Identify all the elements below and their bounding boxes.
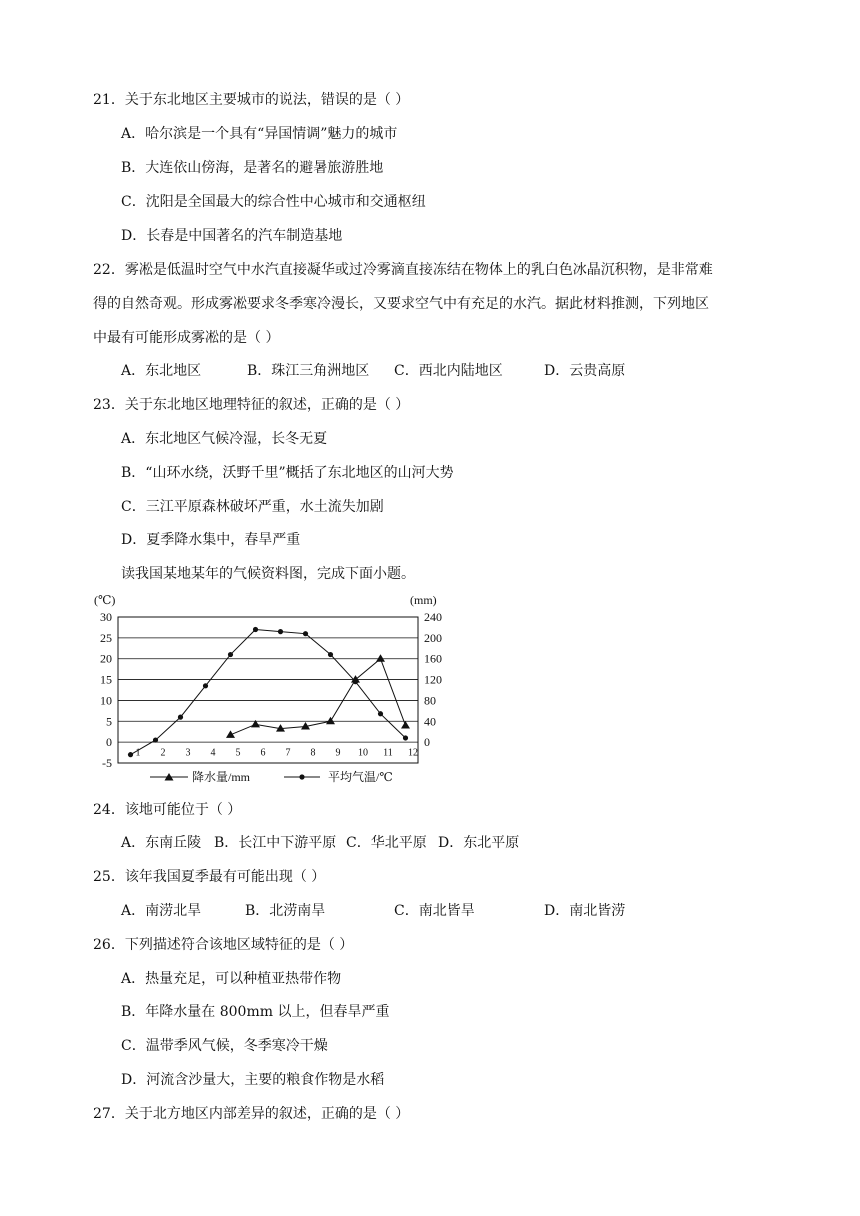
q26-stem: 26．下列描述符合该地区域特征的是（ ） [93,937,354,953]
left-tick-label: 25 [100,630,112,645]
precipitation-point [326,717,335,725]
left-tick-label: 5 [106,714,112,729]
x-tick-label: 8 [310,747,316,759]
temperature-point [278,629,283,634]
temperature-point [403,735,408,740]
x-tick-label: 2 [160,747,166,759]
temperature-point [328,652,333,657]
q22-stem-line3: 中最有可能形成雾凇的是（ ） [93,330,280,346]
temperature-line [131,630,406,755]
temperature-point [128,752,133,757]
q27-stem: 27．关于北方地区内部差异的叙述，正确的是（ ） [93,1106,410,1122]
temperature-point [253,627,258,632]
q26-option-d: D．河流含沙量大，主要的粮食作物是水稻 [121,1072,385,1088]
right-tick-label: 160 [424,651,442,666]
q22-stem-line1: 22．雾凇是低温时空气中水汽直接凝华或过冷雾滴直接冻结在物体上的乳白色冰晶沉积物，是非常难 [93,262,713,278]
q21-option-c: C．沈阳是全国最大的综合性中心城市和交通枢纽 [121,194,426,210]
x-tick-label: 11 [383,747,393,759]
q21-option-b: B．大连依山傍海，是著名的避暑旅游胜地 [121,160,384,176]
x-tick-label: 7 [285,747,291,759]
q21-option-a: A．哈尔滨是一个具有“异国情调”魅力的城市 [121,126,398,142]
q24-option-a: A．东南丘陵 [121,835,202,851]
q23-stem: 23．关于东北地区地理特征的叙述，正确的是（ ） [93,397,410,413]
precipitation-point [401,721,410,729]
x-tick-label: 1 [135,747,141,759]
q26-option-a: A．热量充足，可以种植亚热带作物 [121,971,342,987]
right-tick-label: 120 [424,672,442,687]
x-tick-label: 5 [235,747,241,759]
left-tick-label: 20 [100,651,112,666]
left-tick-label: 10 [100,693,112,708]
temperature-point [378,711,383,716]
x-tick-label: 4 [210,747,216,759]
q25-option-a: A．南涝北旱 [121,903,202,919]
q26-option-c: C．温带季风气候，冬季寒冷干燥 [121,1038,328,1054]
q22-option-d: D．云贵高原 [544,363,626,379]
precipitation-point [376,654,385,662]
temperature-point [303,631,308,636]
q25-option-b: B．北涝南旱 [245,903,326,919]
q23-option-c: C．三江平原森林破坏严重，水土流失加剧 [121,499,384,515]
right-unit-label: (mm) [410,593,437,607]
q24-option-d: D．东北平原 [438,835,520,851]
right-tick-label: 80 [424,693,436,708]
x-tick-label: 9 [335,747,341,759]
q24-option-c: C．华北平原 [346,835,427,851]
q22-option-a: A．东北地区 [121,363,202,379]
x-tick-label: 10 [358,747,368,759]
x-tick-label: 12 [408,747,418,759]
q24-stem: 24．该地可能位于（ ） [93,802,242,818]
legend-precipitation-label: 降水量/mm [192,770,251,784]
legend-circle-marker [299,774,304,779]
q23-option-a: A．东北地区气候冷湿，长冬无夏 [121,431,328,447]
left-unit-label: (℃) [94,593,116,607]
q24-option-b: B．长江中下游平原 [214,835,337,851]
q22-option-b: B．珠江三角洲地区 [247,363,370,379]
q23-option-b: B．“山环水绕，沃野千里”概括了东北地区的山河大势 [121,465,454,481]
q21-option-d: D．长春是中国著名的汽车制造基地 [121,228,343,244]
right-tick-label: 40 [424,714,436,729]
left-tick-label: 30 [100,610,112,624]
climate-chart [88,590,450,790]
left-tick-label: 0 [106,735,112,750]
x-tick-label: 3 [185,747,191,759]
right-tick-label: 240 [424,610,442,624]
q25-option-c: C．南北皆旱 [394,903,475,919]
q26-option-b: B．年降水量在 800mm 以上，但春旱严重 [121,1004,390,1020]
q21-stem: 21．关于东北地区主要城市的说法，错误的是（ ） [93,92,410,108]
q25-option-d: D．南北皆涝 [544,903,626,919]
temperature-point [178,715,183,720]
right-tick-label: 0 [424,735,430,750]
q25-stem: 25．该年我国夏季最有可能出现（ ） [93,869,326,885]
plot-frame [118,617,418,763]
x-tick-label: 6 [260,747,266,759]
right-tick-label: 200 [424,630,442,645]
temperature-point [203,683,208,688]
precipitation-point [226,730,235,738]
temperature-point [153,737,158,742]
left-tick-label: -5 [102,756,112,770]
legend-temperature-label: 平均气温/℃ [328,770,393,784]
q23-option-d: D．夏季降水集中，春旱严重 [121,532,301,548]
q22-stem-line2: 得的自然奇观。形成雾凇要求冬季寒冷漫长，又要求空气中有充足的水汽。据此材料推测，下列地区 [93,296,709,312]
chart-intro: 读我国某地某年的气候资料图，完成下面小题。 [121,566,415,582]
q22-option-c: C．西北内陆地区 [394,363,503,379]
left-tick-label: 15 [100,672,112,687]
temperature-point [228,652,233,657]
